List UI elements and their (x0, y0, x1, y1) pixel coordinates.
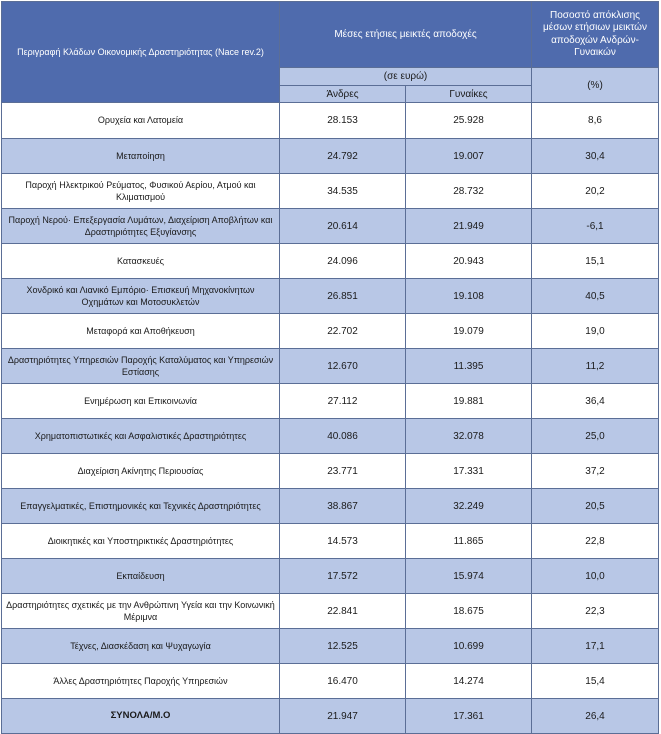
gap-value: 36,4 (532, 384, 659, 419)
table-row (2, 314, 659, 349)
sector-cell: Διοικητικές και Υποστηρικτικές Δραστηριότητες (2, 524, 280, 559)
men-value: 27.112 (280, 384, 406, 419)
sector-cell: Παροχή Νερού· Επεξεργασία Λυμάτων, Διαχείριση Αποβλήτων και Δραστηριότητες Εξυγίανσης (2, 209, 280, 244)
table-row (2, 629, 659, 664)
men-value: 38.867 (280, 489, 406, 524)
gap-value: 37,2 (532, 454, 659, 489)
men-value: 20.614 (280, 209, 406, 244)
table-row (2, 664, 659, 699)
table-row (2, 279, 659, 314)
sector-column-header: Περιγραφή Κλάδων Οικονομικής Δραστηριότητας (Nace rev.2) (2, 2, 280, 103)
gap-value: 15,4 (532, 664, 659, 699)
women-value: 28.732 (406, 174, 532, 209)
table-row (2, 419, 659, 454)
sector-cell: Άλλες Δραστηριότητες Παροχής Υπηρεσιών (2, 664, 280, 699)
gap-value: 19,0 (532, 314, 659, 349)
table-row (2, 594, 659, 629)
men-value: 40.086 (280, 419, 406, 454)
men-value: 24.096 (280, 244, 406, 279)
women-value: 20.943 (406, 244, 532, 279)
men-value: 23.771 (280, 454, 406, 489)
total-gap-value: 26,4 (532, 699, 659, 734)
sector-cell: Κατασκευές (2, 244, 280, 279)
sector-cell: Χονδρικό και Λιανικό Εμπόριο· Επισκευή Μηχανοκίνητων Οχημάτων και Μοτοσυκλετών (2, 279, 280, 314)
women-value: 19.007 (406, 139, 532, 174)
women-value: 10.699 (406, 629, 532, 664)
gap-value: 20,2 (532, 174, 659, 209)
table-row (2, 489, 659, 524)
gap-value: 40,5 (532, 279, 659, 314)
gap-value: -6,1 (532, 209, 659, 244)
sector-cell: Τέχνες, Διασκέδαση και Ψυχαγωγία (2, 629, 280, 664)
total-row (2, 699, 659, 734)
women-value: 11.865 (406, 524, 532, 559)
men-column-header: Άνδρες (280, 86, 406, 103)
table-row (2, 209, 659, 244)
women-value: 15.974 (406, 559, 532, 594)
sector-cell: Παροχή Ηλεκτρικού Ρεύματος, Φυσικού Αερίου, Ατμού και Κλιματισμού (2, 174, 280, 209)
men-value: 17.572 (280, 559, 406, 594)
sector-cell: Εκπαίδευση (2, 559, 280, 594)
gap-value: 11,2 (532, 349, 659, 384)
women-value: 14.274 (406, 664, 532, 699)
table-row (2, 103, 659, 139)
sector-cell: Ενημέρωση και Επικοινωνία (2, 384, 280, 419)
men-value: 28.153 (280, 103, 406, 139)
table-row (2, 349, 659, 384)
unit-euro-label: (σε ευρώ) (280, 68, 532, 86)
men-value: 24.792 (280, 139, 406, 174)
women-value: 19.881 (406, 384, 532, 419)
gap-value: 8,6 (532, 103, 659, 139)
total-men-value: 21.947 (280, 699, 406, 734)
gap-value: 17,1 (532, 629, 659, 664)
men-value: 12.525 (280, 629, 406, 664)
men-value: 16.470 (280, 664, 406, 699)
sector-cell: Δραστηριότητες Υπηρεσιών Παροχής Καταλύματος και Υπηρεσιών Εστίασης (2, 349, 280, 384)
total-label: ΣΥΝΟΛΑ/Μ.Ο (2, 699, 280, 734)
table-row (2, 524, 659, 559)
gap-value: 30,4 (532, 139, 659, 174)
total-women-value: 17.361 (406, 699, 532, 734)
women-value: 19.108 (406, 279, 532, 314)
unit-pct-label: (%) (532, 68, 659, 103)
men-value: 34.535 (280, 174, 406, 209)
gap-value: 25,0 (532, 419, 659, 454)
table-row (2, 174, 659, 209)
women-column-header: Γυναίκες (406, 86, 532, 103)
men-value: 12.670 (280, 349, 406, 384)
men-value: 22.841 (280, 594, 406, 629)
table-row (2, 139, 659, 174)
gap-value: 20,5 (532, 489, 659, 524)
sector-cell: Διαχείριση Ακίνητης Περιουσίας (2, 454, 280, 489)
gap-value: 10,0 (532, 559, 659, 594)
women-value: 32.249 (406, 489, 532, 524)
sector-cell: Ορυχεία και Λατομεία (2, 103, 280, 139)
women-value: 32.078 (406, 419, 532, 454)
earnings-table (1, 1, 659, 734)
women-value: 19.079 (406, 314, 532, 349)
sector-cell: Επαγγελματικές, Επιστημονικές και Τεχνικές Δραστηριότητες (2, 489, 280, 524)
gap-value: 22,8 (532, 524, 659, 559)
women-value: 21.949 (406, 209, 532, 244)
women-value: 11.395 (406, 349, 532, 384)
table-row (2, 559, 659, 594)
gap-value: 22,3 (532, 594, 659, 629)
women-value: 18.675 (406, 594, 532, 629)
women-value: 25.928 (406, 103, 532, 139)
table-row (2, 454, 659, 489)
table-row (2, 384, 659, 419)
men-value: 26.851 (280, 279, 406, 314)
table-row (2, 244, 659, 279)
sector-cell: Χρηματοπιστωτικές και Ασφαλιστικές Δραστηριότητες (2, 419, 280, 454)
sector-cell: Μεταποίηση (2, 139, 280, 174)
sector-cell: Δραστηριότητες σχετικές με την Ανθρώπινη Υγεία και την Κοινωνική Μέριμνα (2, 594, 280, 629)
men-value: 22.702 (280, 314, 406, 349)
header-row (2, 2, 659, 68)
gap-value: 15,1 (532, 244, 659, 279)
sector-cell: Μεταφορά και Αποθήκευση (2, 314, 280, 349)
men-value: 14.573 (280, 524, 406, 559)
avg-earnings-header: Μέσες ετήσιες μεικτές αποδοχές (280, 2, 532, 68)
women-value: 17.331 (406, 454, 532, 489)
gap-pct-header: Ποσοστό απόκλισης μέσων ετήσιων μεικτών αποδοχών Ανδρών-Γυναικών (532, 2, 659, 68)
